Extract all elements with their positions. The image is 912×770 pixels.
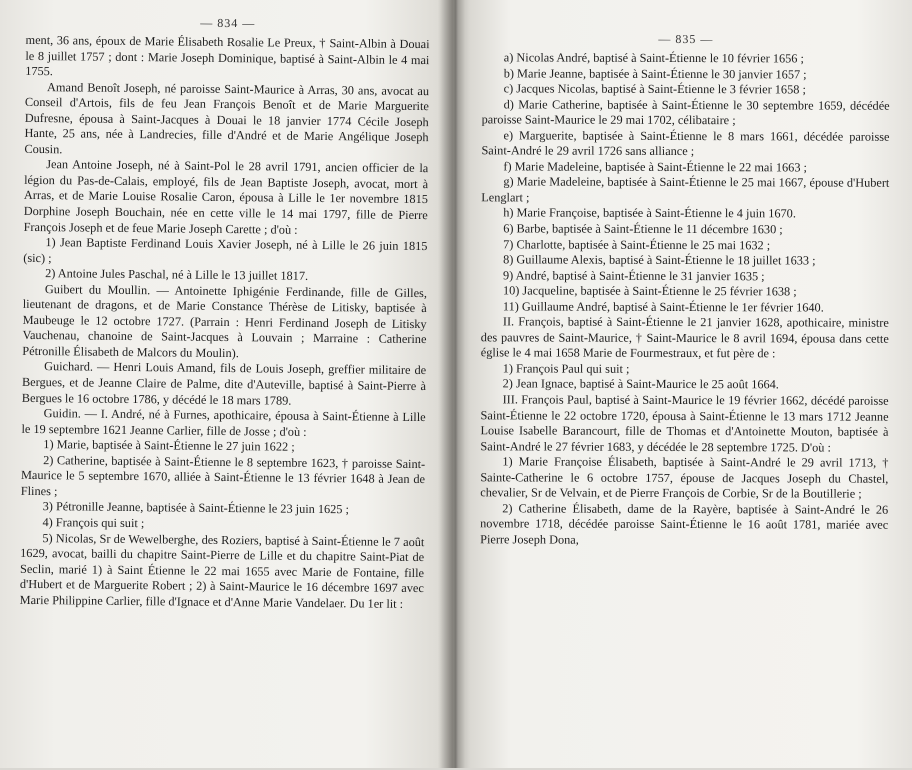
list-item: 1) Marie, baptisée à Saint-Étienne le 27 juin 1622 ; [43,437,295,454]
list-item: d) Marie Catherine, baptisée à Saint-Étienne le 30 septembre 1659, décédée paroisse Saint-Maurice le 29 mai 1702, célibataire ; [481,97,890,128]
list-item: 11) Guillaume André, baptisé à Saint-Étienne le 1er février 1640. [502,299,824,315]
list-item: 2) Antoine Jules Paschal, né à Lille le 13 juillet 1817. [45,266,309,284]
list-item: h) Marie Françoise, baptisée à Saint-Étienne le 4 juin 1670. [503,205,796,221]
list-item: 10) Jacqueline, baptisée à Saint-Étienne le 25 février 1638 ; [502,283,797,299]
list-item: 8) Guillaume Alexis, baptisé à Saint-Étienne le 18 juillet 1633 ; [503,252,816,268]
page-text [480,50,890,549]
list-item: b) Marie Jeanne, baptisée à Saint-Étienne le 30 janvier 1657 ; [503,65,807,81]
list-item: g) Marie Madeleine, baptisée à Saint-Étienne le 25 mai 1667, épouse d'Hubert Lenglart ; [481,174,890,205]
list-item: 9) André, baptisé à Saint-Étienne le 31 janvier 1635 ; [503,268,765,283]
left-page [0,0,452,770]
page-number: — 835 — [658,31,714,47]
entry-guichard: Guichard. — Henri Louis Amand, fils de Louis Joseph, greffier militaire de Bergues, et de Jeanne Claire de Palme, dite d'Auteville, baptisé à Saint-Pierre à Bergues le 16 octobre 1786, y décédé le 18 mars 1789. [21,359,427,408]
paragraph: II. François, baptisé à Saint-Étienne le 21 janvier 1628, apothicaire, ministre des pauvres de Saint-Maurice, † Saint-Maurice le 8 avril 1694, épousa dans cette église le 4 mai 1658 Marie de Fourmestraux, et fut père de : [480,314,889,361]
list-item: a) Nicolas André, baptisé à Saint-Étienne le 10 février 1656 ; [503,50,804,66]
entry-guibert-du-moullin: Guibert du Moullin. — Antoinette Iphigénie Ferdinande, fille de Gilles, lieutenant de dragons, et de Marie Constance Thérèse de Litisky, baptisée à Maubeuge le 12 octobre 1727. (Parrain : Henri Ferdinand Joseph de Litisky Vauchenau, chanoine de Saint-Jacques à Louvain ; Marraine : Catherine Pétronille Élisabeth de Malcors du Moulin). [22,281,428,361]
list-item: c) Jacques Nicolas, baptisé à Saint-Étienne le 3 février 1658 ; [503,81,806,97]
paragraph: Jean Antoine Joseph, né à Saint-Pol le 28 avril 1791, ancien officier de la légion du Pas-de-Calais, employé, fils de Jean Baptiste Joseph, avocat, mort à Arras, et de Marie Louise Rosalie Caron, épousa à Lille le 1er novembre 1815 Dorphine Joseph Bouchain, née en cette ville le 14 mai 1797, fille de Pierre François Joseph et de feue Marie Joseph Carette ; d'où : [23,157,429,237]
entry-guidin: Guidin. — I. André, né à Furnes, apothicaire, épousa à Saint-Étienne à Lille le 19 septembre 1621 Jeanne Carlier, fille de Josse ; d'où : [21,406,426,439]
list-item: 4) François qui suit ; [42,515,145,531]
list-item: 5) Nicolas, Sr de Wewelberghe, des Roziers, baptisé à Saint-Étienne le 7 août 1629, avocat, bailli du chapitre Saint-Pierre de Lille et du chapitre Saint-Piat de Seclin, marié 1) à Saint Étienne le 22 mai 1655 avec Marie de Fontaine, fille d'Hubert et de Marguerite Robert ; 2) à Saint-Maurice le 16 décembre 1697 avec Marie Philippine Carlier, fille d'Ignace et d'Anne Marie Vandelaer. Du 1er lit : [19,530,425,611]
page-text [20,33,430,612]
paragraph: ment, 36 ans, époux de Marie Élisabeth Rosalie Le Preux, † Saint-Albin à Douai le 8 juillet 1757 ; dont : Marie Joseph Dominique, baptisé à Saint-Albin le 4 mai 1755. [25,32,430,79]
paragraph: Amand Benoît Joseph, né paroisse Saint-Maurice à Arras, 30 ans, avocat au Conseil d'Artois, fils de feu Jean François Benoît et de Marie Marguerite Dufresne, épousa à Saint-Jacques à Douai le 18 janvier 1774 Cécile Joseph Hante, 25 ans, née à Landrecies, fille d'André et de Marie Angélique Joseph Cousin. [24,79,430,157]
list-item: 2) Jean Ignace, baptisé à Saint-Maurice le 25 août 1664. [502,376,779,392]
paragraph: III. François Paul, baptisé à Saint-Maurice le 19 février 1662, décédé paroisse Saint-Étienne le 22 octobre 1720, épousa à Saint-Étienne le 13 mars 1712 Jeanne Louise Isabelle Barancourt, fille de Thomas et d'Antoinette Mouton, baptisée à Saint-André le 27 février 1683, y décédée le 28 septembre 1725. D'où : [480,392,889,455]
right-page [449,0,912,769]
list-item: e) Marguerite, baptisée à Saint-Étienne le 8 mars 1661, décédée paroisse Saint-André le 29 avril 1726 sans alliance ; [481,128,890,159]
list-item: 6) Barbe, baptisée à Saint-Étienne le 11 décembre 1630 ; [503,221,783,237]
list-item: 1) Jean Baptiste Ferdinand Louis Xavier Joseph, né à Lille le 26 juin 1815 (sic) ; [23,235,428,265]
list-item: 1) Marie Françoise Élisabeth, baptisée à Saint-André le 29 avril 1713, † Sainte-Catherine le 6 octobre 1757, épouse de Jacques Joseph du Chastel, chevalier, Sr de Velvain, et de Pierre François de Corbie, Sr de la Boutillerie ; [480,454,889,501]
list-item: 2) Catherine, baptisée à Saint-Étienne le 8 septembre 1623, † paroisse Saint-Maurice le 5 septembre 1670, alliée à Saint-Étienne le 13 février 1648 à Jean de Flines ; [20,452,426,499]
list-item: f) Marie Madeleine, baptisée à Saint-Étienne le 22 mai 1663 ; [503,159,808,175]
page-number: — 834 — [200,15,256,31]
list-item: 7) Charlotte, baptisée à Saint-Étienne le 25 mai 1632 ; [503,236,771,252]
list-item: 3) Pétronille Jeanne, baptisée à Saint-Étienne le 23 juin 1625 ; [42,499,350,517]
list-item: 2) Catherine Élisabeth, dame de la Rayère, baptisée à Saint-André le 26 novembre 1718, décédée paroisse Saint-Étienne le 16 août 1781, mariée avec Pierre Joseph Dona, [480,501,889,547]
list-item: 1) François Paul qui suit ; [502,361,630,376]
